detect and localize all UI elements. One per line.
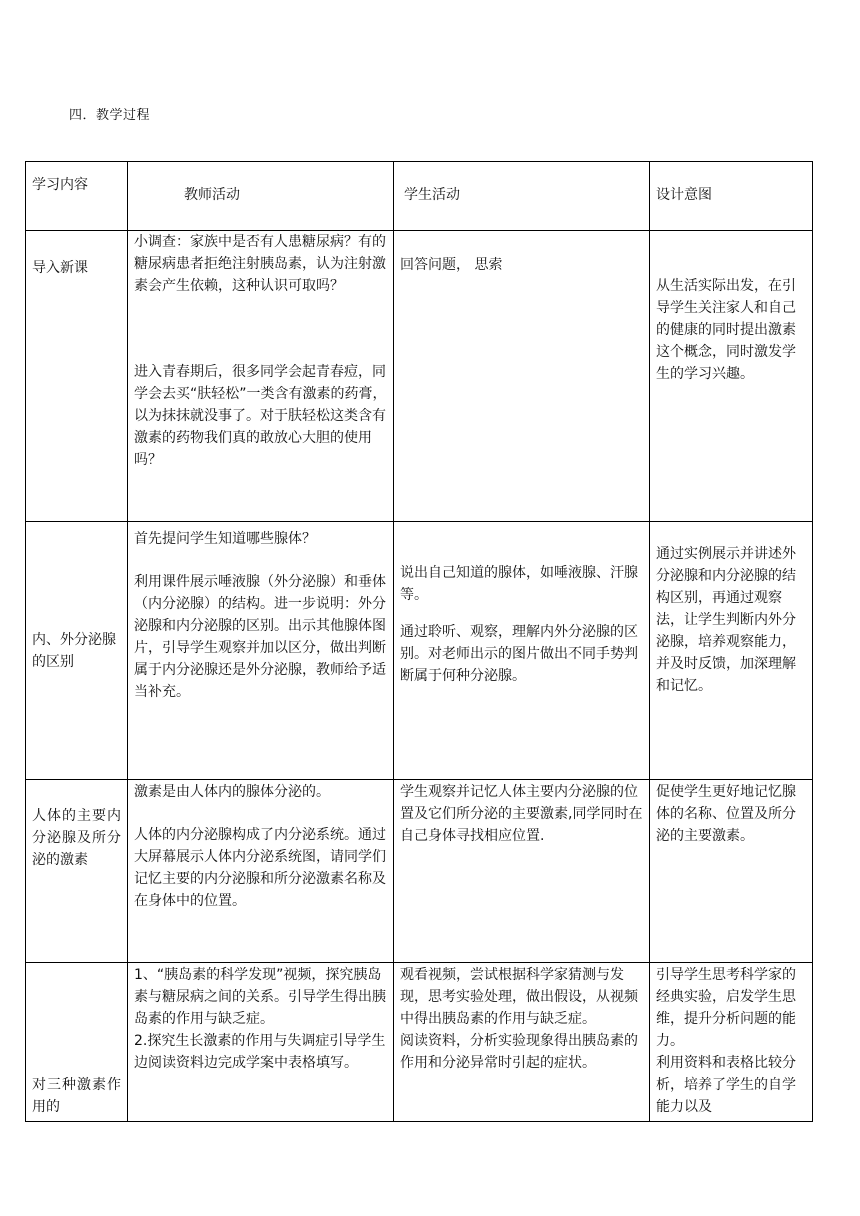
teacher-paragraph: 小调查：家族中是否有人患糖尿病？有的糖尿病患者拒绝注射胰岛素，认为注射激素会产生依赖，这种认识可取吗？ [134, 234, 386, 294]
teacher-cell [128, 231, 394, 522]
teacher-paragraph: 激素是由人体内的腺体分泌的。 [134, 784, 330, 800]
student-paragraph: 通过聆听、观察，理解内外分泌腺的区别。对老师出示的图片做出不同手势判断属于何种分泌腺。 [400, 624, 638, 684]
teacher-paragraph: 进入青春期后，很多同学会起青春痘，同学会去买“肤轻松”一类含有激素的药膏，以为抹抹就没事了。对于肤轻松这类含有激素的药物我们真的敢放心大胆的使用吗？ [134, 364, 387, 468]
teacher-cell [128, 780, 394, 963]
teaching-process-table [25, 161, 813, 1122]
teacher-paragraph: 人体的内分泌腺构成了内分泌系统。通过大屏幕展示人体内分泌系统图，请同学们记忆主要的内分泌腺和所分泌激素名称及在身体中的位置。 [134, 827, 386, 909]
design-cell: 从生活实际出发，在引导学生关注家人和自己的健康的同时提出激素这个概念，同时激发学生的学习兴趣。 [650, 231, 813, 522]
table-row [26, 780, 813, 963]
section-heading: 四．教学过程 [69, 108, 151, 123]
design-cell [650, 963, 813, 1122]
header-cell: 设计意图 [650, 162, 813, 231]
content-cell: 导入新课 [26, 231, 128, 522]
table-row [26, 522, 813, 780]
student-paragraph: 阅读资料，分析实验现象得出胰岛素的作用和分泌异常时引起的症状。 [400, 1033, 638, 1071]
student-cell: 回答问题， 思索 [394, 231, 650, 522]
design-cell: 促使学生更好地记忆腺体的名称、位置及所分泌的主要激素。 [650, 780, 813, 963]
design-paragraph: 利用资料和表格比较分析，培养了学生的自学能力以及 [656, 1055, 796, 1115]
content-cell: 内、外分泌腺的区别 [26, 522, 128, 780]
student-cell [394, 522, 650, 780]
teacher-cell [128, 963, 394, 1122]
student-cell: 学生观察并记忆人体主要内分泌腺的位置及它们所分泌的主要激素,同学同时在自己身体寻找相应位置. [394, 780, 650, 963]
header-cell: 学习内容 [26, 162, 128, 231]
teacher-paragraph: 1、“胰岛素的科学发现”视频，探究胰岛素与糖尿病之间的关系。引导学生得出胰岛素的作用与缺乏症。 [134, 967, 386, 1027]
student-cell [394, 963, 650, 1122]
design-cell: 通过实例展示并讲述外分泌腺和内分泌腺的结构区别，再通过观察法，让学生判断内外分泌腺，培养观察能力，并及时反馈，加深理解和记忆。 [650, 522, 813, 780]
teacher-paragraph: 2.探究生长激素的作用与失调症引导学生边阅读资料边完成学案中表格填写。 [134, 1033, 386, 1071]
teacher-paragraph: 首先提问学生知道哪些腺体？ [134, 531, 316, 547]
design-paragraph: 引导学生思考科学家的经典实验，启发学生思维，提升分析问题的能力。 [656, 967, 796, 1049]
table-row [26, 963, 813, 1122]
content-cell: 对三种激素作用的 [26, 963, 128, 1122]
header-cell: 教师活动 [128, 162, 394, 231]
header-cell: 学生活动 [394, 162, 650, 231]
teacher-cell [128, 522, 394, 780]
table-header-row [26, 162, 813, 231]
student-paragraph: 观看视频，尝试根据科学家猜测与发现，思考实验处理，做出假设，从视频中得出胰岛素的作用与缺乏症。 [400, 967, 638, 1027]
content-cell: 人体的主要内分泌腺及所分泌的激素 [26, 780, 128, 963]
teacher-paragraph: 利用课件展示唾液腺（外分泌腺）和垂体（内分泌腺）的结构。进一步说明：外分泌腺和内分泌腺的区别。出示其他腺体图片，引导学生观察并加以区分，做出判断属于内分泌腺还是外分泌腺，教师给予适当补充。 [134, 574, 386, 700]
student-paragraph: 说出自己知道的腺体，如唾液腺、汗腺等。 [400, 565, 638, 603]
table-row [26, 231, 813, 522]
